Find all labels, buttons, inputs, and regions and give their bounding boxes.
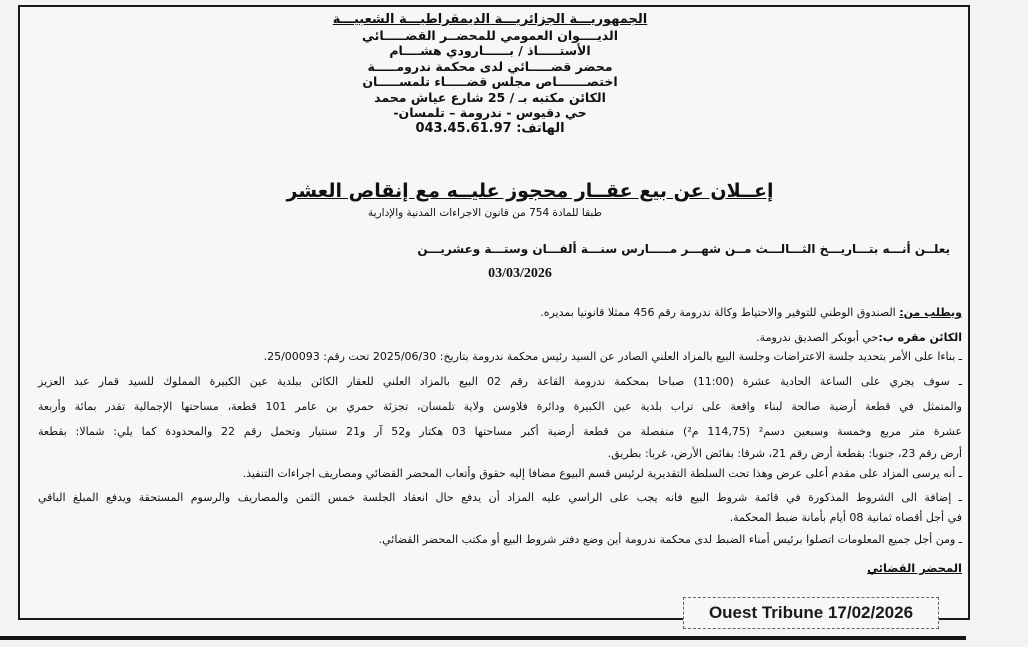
body-line: أرض رقم 23، جنوبا: بقطعة أرض رقم 21، شرقا: بفائض الأرض، غربا: بطريق.	[607, 447, 962, 460]
bailiff-header	[280, 12, 700, 136]
requester-line	[540, 306, 962, 319]
seat-text: حي أبوبكر الصديق ندرومة.	[756, 331, 879, 344]
header-line: الكائن مكتبه بـ / 25 شارع عياش محمد	[374, 89, 606, 105]
republic-title: الجمهوريـــة الجزائريـــة الديمقراطيـــة الشعبيـــة	[332, 12, 648, 27]
body-line: عشرة متر مربع وخمسة وسبعين دسم² (114,75 م²) منفصلة من قطعة أرضية أكبر مساحتها 03 هكتار و52 آر و21 سنتيار وتحمل رقم 22 والمحدودة كما يلي: شمالا: بقطعة	[38, 425, 962, 438]
requester-label: ويطلب من:	[899, 306, 962, 319]
body-line: ـ بناءا على الأمر بتحديد جلسة الاعتراضات وجلسة البيع بالمزاد العلني الصادر عن السيد رئيس محكمة ندرومة بتاريخ: 2025/06/30 تحت رقم: 25/00093.	[263, 350, 962, 363]
header-line: حي دقيوس - ندرومة – تلمسان-	[393, 105, 587, 120]
body-line: ـ سوف يجري على الساعة الحادية عشرة (11:00) صباحا بمحكمة ندرومة القاعة رقم 02 البيع بالمزاد العلني للعقار الكائن ببلدية عين الكبيرة المملوك للسيد قمار عبد العزيز	[38, 375, 963, 388]
body-line: ـ أنه يرسى المزاد على مقدم أعلى عرض وهذا تحت السلطة التقديرية لرئيس قسم البيوع مضافا إليه حقوق وأتعاب المحضر القضائي ومصاريف اجراءات التنفيذ.	[242, 467, 962, 480]
seat-label: الكائن مقره ب:	[878, 331, 962, 344]
header-line: اختصـــــــاص مجلس قضـــــاء تلمســـــان	[362, 74, 618, 89]
requester-text: الصندوق الوطني للتوفير والاحتياط وكالة ندرومة رقم 456 ممثلا قانونيا بمديره.	[540, 306, 900, 319]
header-line: الديــــوان العمومي للمحضــر القضـــــائي	[362, 27, 618, 43]
body-line: في أجل أقصاه ثمانية 08 أيام بأمانة ضبط المحكمة.	[729, 511, 962, 524]
announcement-line: يعلــن أنـــه بتـــاريـــخ الثـــالـــث مــن شهـــر مـــــارس سنـــة ألفـــان وستـــة وعشريـــن	[417, 242, 950, 256]
header-line: الأستـــــاذ / بــــــارودي هشــــام	[389, 43, 591, 58]
source-badge: Ouest Tribune 17/02/2026	[683, 597, 939, 629]
signer: المحضر القضائي	[867, 561, 962, 575]
bottom-rule	[0, 636, 966, 640]
header-phone: الهاتف: 043.45.61.97	[415, 120, 565, 136]
sale-date: 03/03/2026	[488, 266, 552, 281]
body-line: ـ ومن أجل جميع المعلومات اتصلوا برئيس أمناء الضبط لدى محكمة ندرومة أين وضع دفتر شروط البيع أو مكتب المحضر القضائي.	[378, 533, 962, 546]
notice-subtitle: طبقا للمادة 754 من قانون الاجراءات المدنية والإدارية	[368, 207, 602, 219]
body-line: ـ إضافة الى الشروط المذكورة في قائمة شروط البيع فانه يجب على الراسي عليه المزاد أن يدفع حال انعقاد الجلسة خمس الثمن والمصاريف والرسوم المستحقة ويدفع المبلغ الباقي	[38, 491, 962, 504]
header-line: محضر قضـــــائي لدى محكمة ندرومـــــة	[367, 58, 613, 74]
seat-line	[756, 331, 962, 344]
body-line: والمتمثل في قطعة أرضية صالحة لبناء واقعة على تراب بلدية عين الكبيرة ودائرة فلاوسن ولاية تلمسان، تجزئة حمري بن عامر 101 قطعة، مساحتها الإجمالية تقدر بمائة وأربعة	[38, 400, 962, 413]
notice-title: إعــلان عن بيع عقــار محجوز عليــه مع إنقاص العشر	[286, 180, 774, 202]
